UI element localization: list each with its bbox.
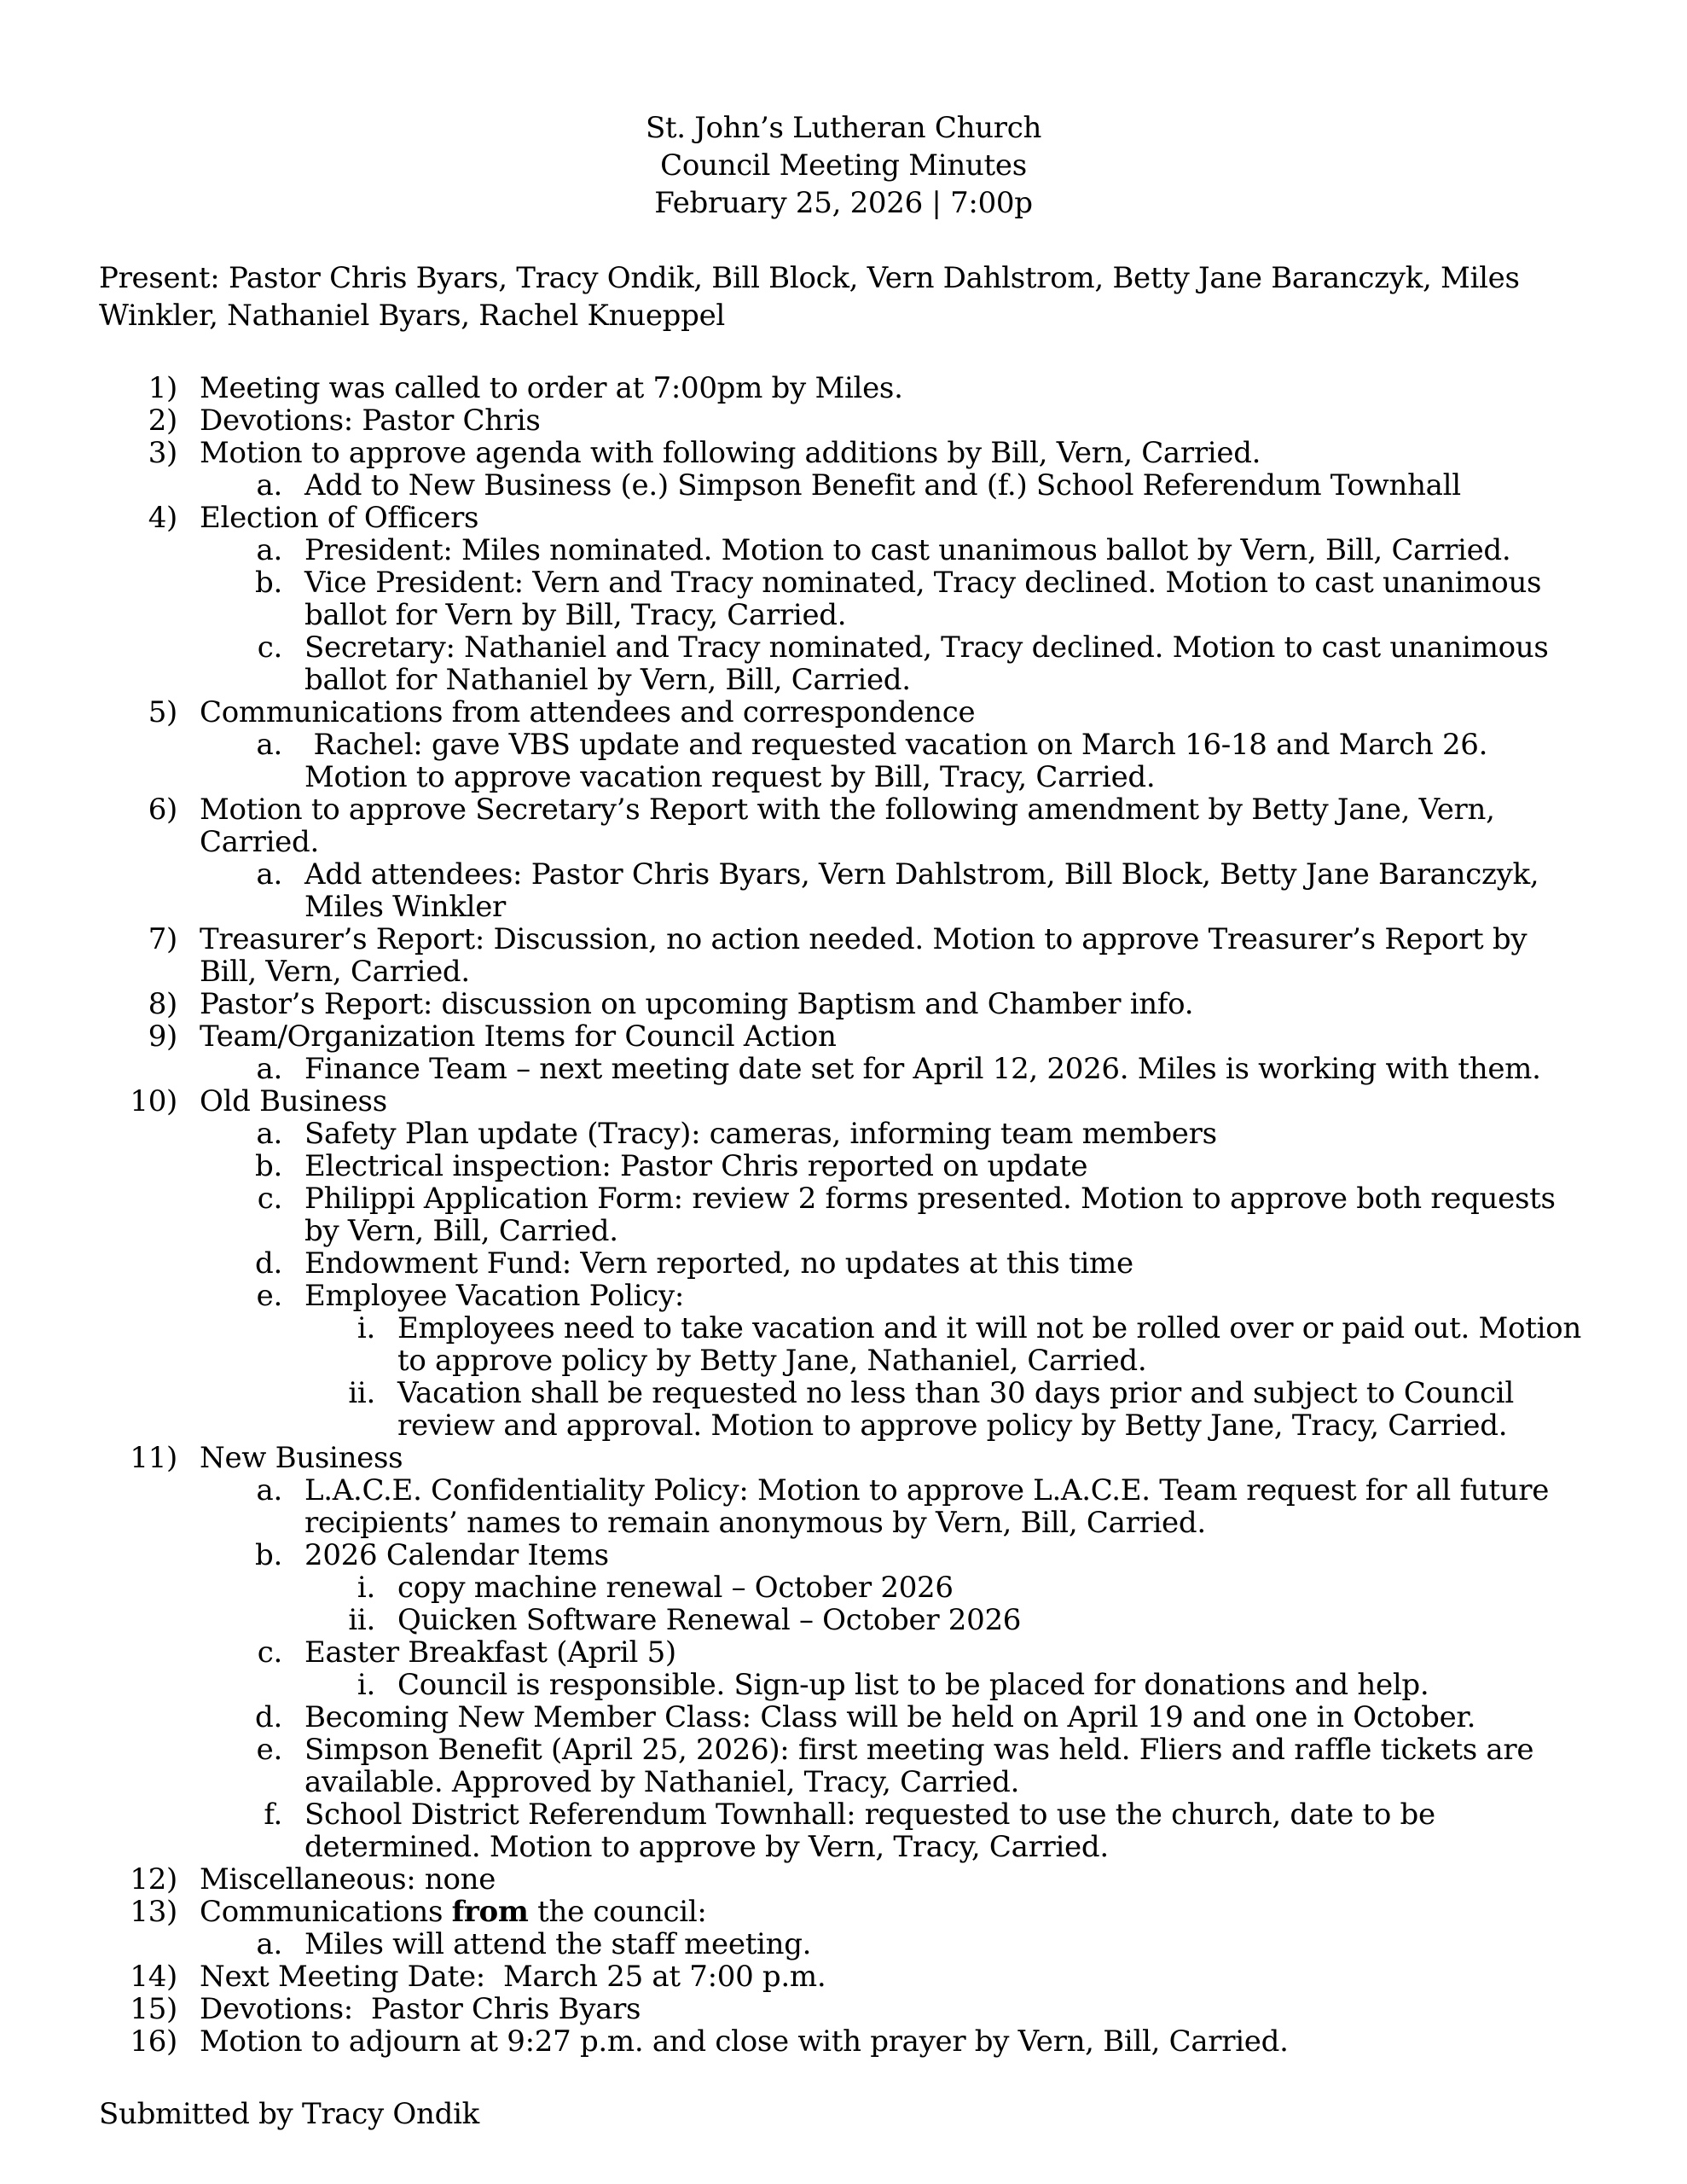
- list-item-text: [200, 371, 903, 405]
- list-item-label: 1): [148, 371, 177, 405]
- list-item-text: [304, 630, 1557, 697]
- list-item: [99, 1442, 1588, 1474]
- minutes-list: [99, 371, 1591, 2059]
- list-item-text: [200, 987, 1193, 1021]
- list-item: [99, 1798, 1588, 1863]
- list-item-label: 3): [148, 436, 177, 470]
- list-item-text: [304, 1927, 811, 1961]
- doc-subtitle: Council Meeting Minutes: [660, 148, 1027, 183]
- list-item: [99, 1280, 1588, 1312]
- list-item-text: [200, 695, 975, 729]
- text-segment: Council is responsible. Sign-up list to be placed for donations and help.: [397, 1668, 1429, 1702]
- list-item-text: [200, 2024, 1289, 2059]
- list-item: [99, 1928, 1588, 1960]
- text-segment: Old Business: [200, 1084, 387, 1118]
- list-item: [99, 2025, 1588, 2058]
- list-item-label: 6): [148, 793, 177, 827]
- text-segment: Becoming New Member Class: Class will be held on April 19 and one in October.: [304, 1700, 1476, 1734]
- present-paragraph: Present: Pastor Chris Byars, Tracy Ondik, Bill Block, Vern Dahlstrom, Betty Jane Baranczyk, Miles Winkler, Nathaniel Byars, Rachel Knueppel: [99, 261, 1520, 333]
- list-item-text: [200, 1441, 403, 1475]
- text-segment: Next Meeting Date: March 25 at 7:00 p.m.: [200, 1960, 826, 1994]
- list-item-text: [304, 1149, 1087, 1183]
- list-item-label: a.: [256, 1473, 282, 1507]
- text-segment: Electrical inspection: Pastor Chris reported on update: [304, 1149, 1088, 1183]
- text-segment: Secretary: Nathaniel and Tracy nominated, Tracy declined. Motion to cast unanimous ballot for Nathaniel by Vern, Bill, Carried.: [304, 630, 1558, 697]
- list-item-text: [304, 1182, 1564, 1248]
- list-item: [99, 988, 1588, 1020]
- text-segment: Pastor’s Report: discussion on upcoming Baptism and Chamber info.: [200, 987, 1194, 1021]
- list-item: [99, 437, 1588, 469]
- list-item: [99, 1474, 1588, 1539]
- list-item-label: ii.: [348, 1376, 375, 1410]
- list-item: [99, 858, 1588, 923]
- list-item-text: [200, 1862, 496, 1896]
- list-item-label: 16): [130, 2024, 177, 2059]
- list-item-text: [200, 404, 541, 438]
- list-item-label: d.: [255, 1700, 282, 1734]
- list-item: [99, 1182, 1588, 1247]
- list-item-label: 11): [130, 1441, 177, 1475]
- list-item: [99, 1118, 1588, 1150]
- text-segment: Miscellaneous: none: [200, 1862, 496, 1896]
- list-item: [99, 502, 1588, 534]
- doc-header: [99, 109, 1588, 222]
- list-item-label: a.: [256, 728, 282, 762]
- text-segment: Simpson Benefit (April 25, 2026): first meeting was held. Fliers and raffle tickets are available. Approved by Nathaniel, Tracy, Carried.: [304, 1733, 1543, 1799]
- list-item-label: e.: [256, 1733, 282, 1767]
- list-item-text: [304, 857, 1548, 924]
- list-item-text: [200, 1960, 826, 1994]
- text-segment: Employee Vacation Policy:: [304, 1279, 685, 1313]
- text-segment: Easter Breakfast (April 5): [304, 1635, 676, 1670]
- list-item-label: i.: [357, 1311, 375, 1345]
- list-item-label: b.: [255, 566, 282, 600]
- text-segment: Treasurer’s Report: Discussion, no action needed. Motion to approve Treasurer’s Report by Bill, Vern, Carried.: [200, 922, 1536, 989]
- list-item-text: [304, 1700, 1475, 1734]
- list-item: [99, 1960, 1588, 1993]
- list-item: [99, 1539, 1588, 1571]
- list-item-text: [304, 1052, 1541, 1086]
- text-segment: Motion to adjourn at 9:27 p.m. and close with prayer by Vern, Bill, Carried.: [200, 2024, 1289, 2059]
- list-item-text: [304, 1117, 1217, 1151]
- text-segment: Rachel: gave VBS update and requested vacation on March 16-18 and March 26. Motion to approve vacation request by Bill, Tracy, Carried.: [304, 728, 1497, 794]
- text-segment: Endowment Fund: Vern reported, no updates at this time: [304, 1246, 1133, 1281]
- list-item-label: 12): [130, 1862, 177, 1896]
- text-segment: President: Miles nominated. Motion to cast unanimous ballot by Vern, Bill, Carried.: [304, 533, 1511, 567]
- submitted-by-line: Submitted by Tracy Ondik: [99, 2097, 479, 2131]
- list-item: [99, 1636, 1588, 1669]
- list-item-text: [200, 436, 1261, 470]
- list-item: [99, 469, 1588, 502]
- list-item: [99, 1247, 1588, 1280]
- list-item: [99, 1896, 1588, 1928]
- list-item-label: c.: [257, 630, 282, 665]
- list-item: [99, 534, 1588, 566]
- list-item-text: [304, 566, 1551, 632]
- text-segment: Add to New Business (e.) Simpson Benefit and (f.) School Referendum Townhall: [304, 468, 1461, 502]
- text-segment: Motion to approve Secretary’s Report with the following amendment by Betty Jane, Vern, Carried.: [200, 793, 1504, 859]
- list-item-label: c.: [257, 1635, 282, 1670]
- text-segment: L.A.C.E. Confidentiality Policy: Motion to approve L.A.C.E. Team request for all future recipients’ names to remain anonymous by Vern, Bill, Carried.: [304, 1473, 1558, 1540]
- doc-date-time: February 25, 2026 | 7:00p: [654, 186, 1033, 220]
- text-segment: Team/Organization Items for Council Action: [200, 1019, 837, 1054]
- list-item: [99, 1993, 1588, 2025]
- text-segment: Devotions: Pastor Chris Byars: [200, 1992, 641, 2026]
- list-item-label: a.: [256, 1927, 282, 1961]
- text-segment: Devotions: Pastor Chris: [200, 404, 541, 438]
- text-segment: Safety Plan update (Tracy): cameras, informing team members: [304, 1117, 1217, 1151]
- text-segment: the council:: [528, 1895, 707, 1929]
- list-item: [99, 566, 1588, 631]
- text-segment: New Business: [200, 1441, 403, 1475]
- list-item-label: a.: [256, 1117, 282, 1151]
- list-item: [99, 696, 1588, 729]
- list-item-label: b.: [255, 1538, 282, 1572]
- list-item: [99, 923, 1588, 988]
- list-item-text: [397, 1376, 1522, 1443]
- list-item: [99, 1863, 1588, 1896]
- text-segment: Finance Team – next meeting date set for April 12, 2026. Miles is working with them.: [304, 1052, 1541, 1086]
- list-item-text: [304, 1798, 1444, 1864]
- list-item-text: [304, 1538, 609, 1572]
- list-item-text: [200, 922, 1536, 989]
- text-segment: Miles will attend the staff meeting.: [304, 1927, 812, 1961]
- list-item-label: 10): [130, 1084, 177, 1118]
- list-item-label: 13): [130, 1895, 177, 1929]
- list-item-text: [200, 1895, 707, 1929]
- list-item-label: d.: [255, 1246, 282, 1281]
- list-item-text: [397, 1571, 954, 1605]
- list-item: [99, 1734, 1588, 1798]
- list-item: [99, 1085, 1588, 1118]
- list-item: [99, 729, 1588, 793]
- list-item: [99, 1053, 1588, 1085]
- list-item-text: [304, 1635, 676, 1670]
- list-item-text: [200, 501, 478, 535]
- list-item-label: f.: [264, 1798, 282, 1832]
- text-segment: Add attendees: Pastor Chris Byars, Vern Dahlstrom, Bill Block, Betty Jane Baranczyk, Miles Winkler: [304, 857, 1548, 924]
- text-segment: 2026 Calendar Items: [304, 1538, 609, 1572]
- list-item-label: a.: [256, 1052, 282, 1086]
- list-item-text: [200, 1019, 837, 1054]
- list-item-label: i.: [357, 1668, 375, 1702]
- list-item-label: b.: [255, 1149, 282, 1183]
- list-item: [99, 631, 1588, 696]
- text-segment: Election of Officers: [200, 501, 479, 535]
- list-item-text: [397, 1668, 1429, 1702]
- list-item-text: [397, 1603, 1021, 1637]
- text-segment: Motion to approve agenda with following additions by Bill, Vern, Carried.: [200, 436, 1261, 470]
- list-item-text: [304, 1733, 1543, 1799]
- list-item-label: 14): [130, 1960, 177, 1994]
- list-item-text: [200, 1992, 641, 2026]
- list-item-text: [304, 1246, 1133, 1281]
- list-item-label: c.: [257, 1182, 282, 1216]
- text-segment: Communications from attendees and correspondence: [200, 695, 976, 729]
- list-item-label: a.: [256, 533, 282, 567]
- list-item-label: e.: [256, 1279, 282, 1313]
- bold-text-segment: from: [451, 1895, 529, 1929]
- list-item: [99, 404, 1588, 437]
- list-item: [99, 1571, 1588, 1604]
- list-item: [99, 1311, 1591, 1378]
- list-item: [99, 1150, 1588, 1182]
- text-segment: Meeting was called to order at 7:00pm by Miles.: [200, 371, 903, 405]
- list-item-text: [304, 1473, 1558, 1540]
- list-item: [99, 1377, 1588, 1442]
- text-segment: Philippi Application Form: review 2 forms presented. Motion to approve both requests by Vern, Bill, Carried.: [304, 1182, 1565, 1248]
- list-item-label: 8): [148, 987, 177, 1021]
- text-segment: Vacation shall be requested no less than 30 days prior and subject to Council review and approval. Motion to approve policy by Betty Jane, Tracy, Carried.: [397, 1376, 1523, 1443]
- list-item-text: [304, 1279, 684, 1313]
- text-segment: School District Referendum Townhall: requested to use the church, date to be determined. Motion to approve by Vern, Tracy, Carried.: [304, 1798, 1445, 1864]
- list-item-label: 4): [148, 501, 177, 535]
- text-segment: Quicken Software Renewal – October 2026: [397, 1603, 1022, 1637]
- list-item: [99, 1669, 1588, 1701]
- text-segment: Vice President: Vern and Tracy nominated, Tracy declined. Motion to cast unanimous ballot for Vern by Bill, Tracy, Carried.: [304, 566, 1551, 632]
- list-item-text: [200, 1084, 387, 1118]
- list-item-label: 7): [148, 922, 177, 956]
- list-item: [99, 372, 1588, 404]
- list-item-label: 9): [148, 1019, 177, 1054]
- list-item-label: a.: [256, 468, 282, 502]
- list-item-label: ii.: [348, 1603, 375, 1637]
- text-segment: Communications: [200, 1895, 452, 1929]
- list-item: [99, 793, 1588, 858]
- list-item-text: [304, 468, 1461, 502]
- list-item-label: 2): [148, 404, 177, 438]
- list-item-text: [304, 533, 1510, 567]
- list-item: [99, 1604, 1588, 1636]
- list-item: [99, 1020, 1588, 1053]
- list-item: [99, 1701, 1588, 1734]
- text-segment: copy machine renewal – October 2026: [397, 1571, 954, 1605]
- list-item-label: i.: [357, 1571, 375, 1605]
- text-segment: Employees need to take vacation and it will not be rolled over or paid out. Motion to approve policy by Betty Jane, Nathaniel, Carried.: [397, 1311, 1591, 1378]
- list-item-label: 5): [148, 695, 177, 729]
- list-item-label: 15): [130, 1992, 177, 2026]
- list-item-text: [397, 1311, 1590, 1378]
- list-item-text: [304, 728, 1497, 794]
- list-item-label: a.: [256, 857, 282, 892]
- doc-title: St. John’s Lutheran Church: [645, 111, 1042, 145]
- list-item-text: [200, 793, 1504, 859]
